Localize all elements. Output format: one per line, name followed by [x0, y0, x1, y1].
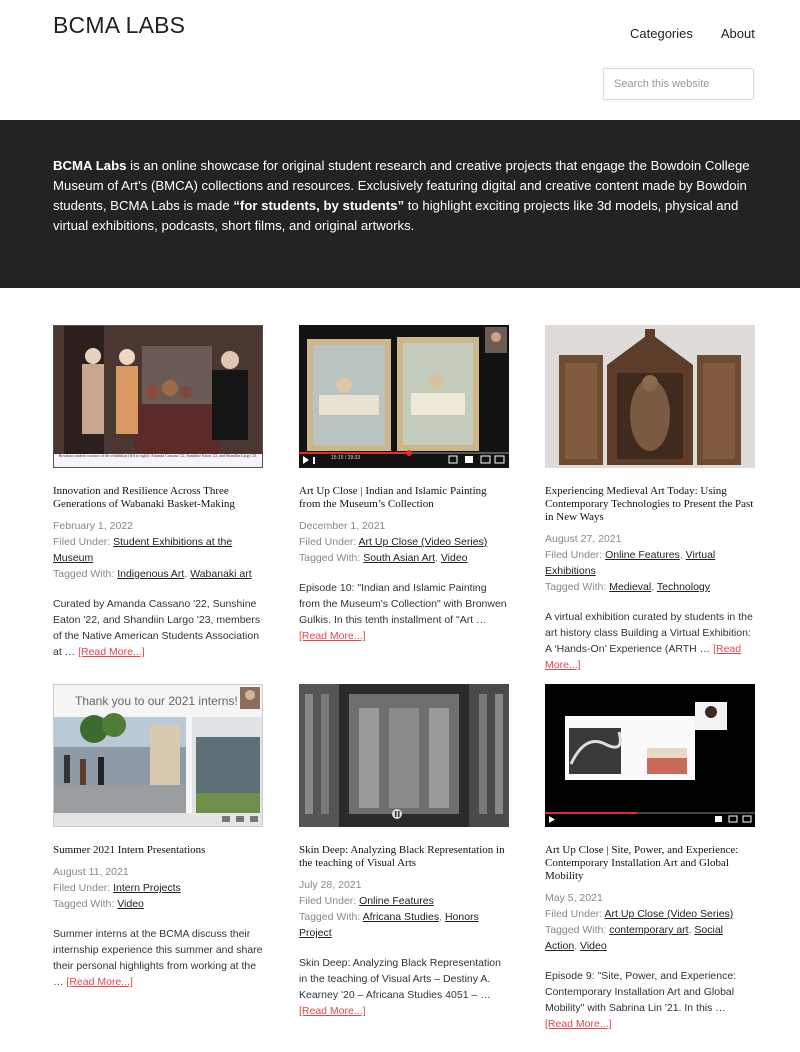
- intro-text-part-2: to highlight exciting projects like 3d models, physical and virtual exhibitions, podcasts, short films, and original artworks.: [53, 198, 739, 233]
- post-tags: [53, 896, 263, 912]
- post-date: February 1, 2022: [53, 520, 133, 532]
- nav-item-categories[interactable]: Categories: [630, 26, 693, 41]
- post-card: [545, 325, 755, 673]
- post-categories: [299, 534, 509, 550]
- search-input[interactable]: [603, 68, 754, 100]
- nav-item-about[interactable]: About: [720, 26, 755, 41]
- post-thumbnail[interactable]: [299, 684, 509, 827]
- filed-under-label: Filed Under:: [299, 536, 359, 548]
- tagged-with-label: Tagged With:: [299, 552, 364, 564]
- video-frame: [299, 325, 509, 468]
- post-title[interactable]: Innovation and Resilience Across Three Generations of Wabanaki Basket-Making: [53, 485, 235, 510]
- separator: ,: [688, 924, 695, 936]
- post-thumbnail[interactable]: [53, 325, 263, 468]
- post-date: August 27, 2021: [545, 533, 622, 545]
- tag-link[interactable]: Video: [440, 552, 468, 564]
- separator: ,: [184, 568, 191, 580]
- excerpt-text: Curated by Amanda Cassano '22, Sunshine Eaton '22, and Shandiin Largo '23, members of the Native American Students Association at …: [53, 598, 261, 658]
- excerpt-text: Skin Deep: Analyzing Black Representation in the teaching of Visual Arts – Destiny A. Kearney '20 – Africana Studies 4051 – …: [299, 957, 501, 1001]
- intro-text-part-1: is an online showcase for original student research and creative projects that engage the Bowdoin College Museum of Art’s (BMCA) collections and resources. Exclusively featuring digital and creative content made by Bowdoin students, BCMA Labs is made: [53, 158, 750, 213]
- read-more-link[interactable]: [Read More...]: [545, 643, 742, 671]
- video-timestamp: 15:15 / 29:33: [331, 455, 361, 461]
- post-excerpt: [299, 955, 509, 1019]
- category-link[interactable]: Student Exhibitions at the Museum: [53, 536, 233, 564]
- excerpt-text: A virtual exhibition curated by students in the art history class Building a Virtual Exhibition: A ‘Hands-On’ Experience (ARTH …: [545, 611, 753, 655]
- tag-link[interactable]: contemporary art: [609, 924, 689, 936]
- excerpt-text: Episode 9: "Site, Power, and Experience: Contemporary Installation Art and Global Mobility" with Sabrina Lin '21. In this …: [545, 970, 737, 1014]
- read-more-link[interactable]: [Read More...]: [299, 1005, 366, 1017]
- category-link[interactable]: Intern Projects: [113, 882, 181, 894]
- post-excerpt: [53, 596, 263, 660]
- post-categories: [545, 547, 755, 579]
- tag-link[interactable]: Medieval: [609, 581, 652, 593]
- slide-title: Thank you to our 2021 interns!: [75, 694, 238, 708]
- excerpt-text: Summer interns at the BCMA discuss their internship experience this summer and share their personal highlights from working at the …: [53, 928, 263, 988]
- post-card: [299, 325, 509, 644]
- read-more-link[interactable]: [Read More...]: [299, 630, 366, 642]
- separator: ,: [439, 911, 445, 923]
- tag-link[interactable]: South Asian Art: [363, 552, 436, 564]
- post-categories: [299, 893, 509, 909]
- video-frame: [545, 684, 755, 827]
- post-title[interactable]: Skin Deep: Analyzing Black Representation in the teaching of Visual Arts: [299, 844, 505, 869]
- post-excerpt: [545, 968, 755, 1032]
- post-tags: [545, 922, 755, 954]
- site-title[interactable]: BCMA LABS: [53, 12, 186, 38]
- separator: ,: [574, 940, 581, 952]
- medieval-altarpiece-photo: [545, 325, 755, 468]
- post-tags: [299, 909, 509, 941]
- read-more-link[interactable]: [Read More...]: [66, 976, 133, 988]
- intro-text: [53, 156, 753, 236]
- post-excerpt: [545, 609, 755, 673]
- tagged-with-label: Tagged With:: [53, 568, 118, 580]
- post-thumbnail[interactable]: [545, 684, 755, 827]
- post-excerpt: [299, 580, 509, 644]
- post-categories: [545, 906, 755, 922]
- post-tags: [545, 579, 755, 595]
- tagged-with-label: Tagged With:: [53, 898, 118, 910]
- post-title[interactable]: Art Up Close | Site, Power, and Experience: Contemporary Installation Art and Global Mobility: [545, 844, 739, 882]
- read-more-link[interactable]: [Read More...]: [545, 1018, 612, 1030]
- tag-link[interactable]: Video: [117, 898, 144, 910]
- exhibition-photo: [54, 326, 262, 467]
- post-date: May 5, 2021: [545, 892, 603, 904]
- post-card: [53, 684, 263, 990]
- tag-link[interactable]: Social Action: [545, 924, 724, 952]
- filed-under-label: Filed Under:: [53, 882, 114, 894]
- tag-link[interactable]: Video: [580, 940, 607, 952]
- post-tags: [299, 550, 509, 566]
- tagged-with-label: Tagged With:: [545, 924, 610, 936]
- post-thumbnail[interactable]: [299, 325, 509, 468]
- post-card: [299, 684, 509, 1019]
- post-title[interactable]: Art Up Close | Indian and Islamic Painting from the Museum’s Collection: [299, 485, 487, 510]
- tag-link[interactable]: Technology: [656, 581, 711, 593]
- intro-emphasis: “for students, by students”: [233, 198, 405, 213]
- post-categories: [53, 880, 263, 896]
- post-tags: [53, 566, 263, 582]
- separator: ,: [435, 552, 441, 564]
- post-title[interactable]: Summer 2021 Intern Presentations: [53, 844, 206, 856]
- filed-under-label: Filed Under:: [545, 908, 605, 920]
- post-date: December 1, 2021: [299, 520, 386, 532]
- category-link[interactable]: Online Features: [605, 549, 680, 561]
- tagged-with-label: Tagged With:: [545, 581, 610, 593]
- post-excerpt: [53, 926, 263, 990]
- category-link[interactable]: Virtual Exhibitions: [545, 549, 716, 577]
- intro-brand: BCMA Labs: [53, 158, 127, 173]
- filed-under-label: Filed Under:: [53, 536, 114, 548]
- cathedral-interior-photo: [299, 684, 509, 827]
- post-date: July 28, 2021: [299, 879, 362, 891]
- post-date: August 11, 2021: [53, 866, 129, 878]
- main-nav: [630, 26, 755, 41]
- excerpt-text: Episode 10: "Indian and Islamic Painting from the Museum's Collection" with Bronwen Gulkis. In this tenth installment of "Art …: [299, 582, 507, 626]
- read-more-link[interactable]: [Read More...]: [78, 646, 145, 658]
- post-title[interactable]: Experiencing Medieval Art Today: Using Contemporary Technologies to Present the Past in New Ways: [545, 485, 754, 523]
- category-link[interactable]: Art Up Close (Video Series): [604, 908, 734, 920]
- thumbnail-caption: Bowdoin student curators of the exhibition (left to right): Amanda Cassano '22, Sunshine Eaton '22, and Shandiin Largo '23.: [58, 453, 258, 458]
- intro-banner: [0, 120, 800, 288]
- tag-link[interactable]: Indigenous Art: [117, 568, 185, 580]
- post-thumbnail[interactable]: [53, 684, 263, 827]
- post-thumbnail[interactable]: [545, 325, 755, 468]
- post-categories: [53, 534, 263, 566]
- separator: ,: [679, 549, 686, 561]
- tag-link[interactable]: Wabanaki art: [190, 568, 252, 580]
- tagged-with-label: Tagged With:: [299, 911, 363, 923]
- filed-under-label: Filed Under:: [545, 549, 606, 561]
- post-card: [545, 684, 755, 1032]
- category-link[interactable]: Online Features: [359, 895, 434, 907]
- category-link[interactable]: Art Up Close (Video Series): [358, 536, 488, 548]
- filed-under-label: Filed Under:: [299, 895, 360, 907]
- separator: ,: [651, 581, 657, 593]
- post-card: [53, 325, 263, 660]
- tag-link[interactable]: Honors Project: [299, 911, 479, 939]
- tag-link[interactable]: Africana Studies: [362, 911, 440, 923]
